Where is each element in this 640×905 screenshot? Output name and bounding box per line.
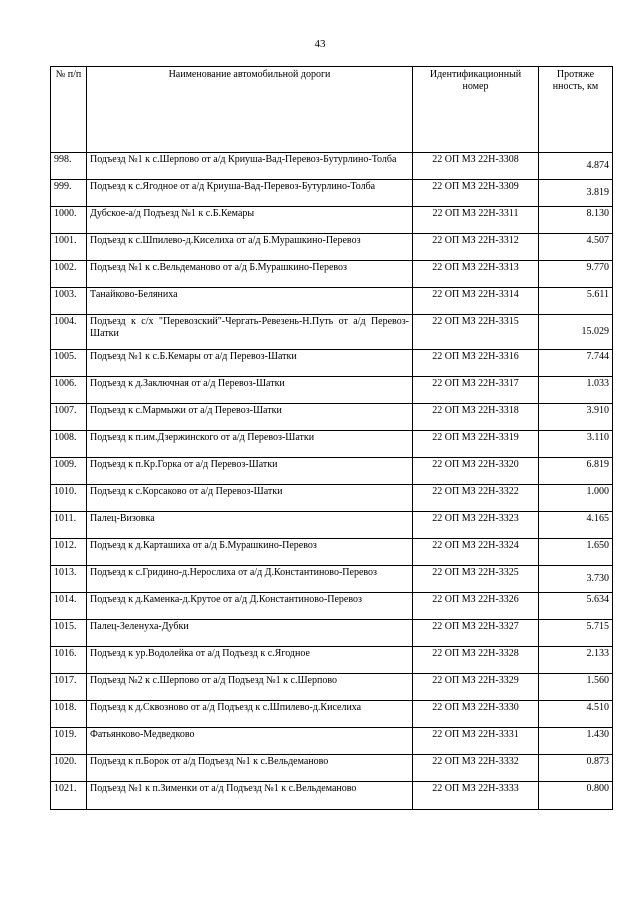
- row-number: 1000.: [51, 207, 87, 234]
- row-number: 1014.: [51, 593, 87, 620]
- road-length: 1.000: [539, 485, 613, 512]
- table-row: [51, 755, 613, 782]
- table-row: [51, 674, 613, 701]
- road-name: Подъезд №1 к п.Зименки от а/д Подъезд №1 к с.Вельдеманово: [87, 782, 413, 810]
- road-name: Подъезд к д.Карташиха от а/д Б.Мурашкино-Перевоз: [87, 539, 413, 566]
- road-length: 5.715: [539, 620, 613, 647]
- row-number: 1005.: [51, 350, 87, 377]
- road-id: 22 ОП МЗ 22Н-3320: [413, 458, 539, 485]
- road-length: 2.133: [539, 647, 613, 674]
- table-row: [51, 180, 613, 207]
- road-id: 22 ОП МЗ 22Н-3325: [413, 566, 539, 593]
- row-number: 1010.: [51, 485, 87, 512]
- row-number: 1006.: [51, 377, 87, 404]
- road-name: Подъезд к с/х "Перевозский"-Чергать-Ревезень-Н.Путь от а/д Перевоз-Шатки: [87, 315, 413, 350]
- road-name: Палец-Визовка: [87, 512, 413, 539]
- road-id: 22 ОП МЗ 22Н-3309: [413, 180, 539, 207]
- row-number: 1008.: [51, 431, 87, 458]
- road-length: 3.910: [539, 404, 613, 431]
- road-length: 1.650: [539, 539, 613, 566]
- road-length: 3.730: [539, 566, 613, 593]
- table-row: [51, 350, 613, 377]
- road-id: 22 ОП МЗ 22Н-3312: [413, 234, 539, 261]
- road-id: 22 ОП МЗ 22Н-3319: [413, 431, 539, 458]
- road-name: Танайково-Беляниха: [87, 288, 413, 315]
- road-name: Подъезд №1 к с.Шерпово от а/д Криуша-Вад-Перевоз-Бутурлино-Толба: [87, 153, 413, 180]
- road-length: 8.130: [539, 207, 613, 234]
- road-id: 22 ОП МЗ 22Н-3313: [413, 261, 539, 288]
- road-name: Дубское-а/д Подъезд №1 к с.Б.Кемары: [87, 207, 413, 234]
- road-id: 22 ОП МЗ 22Н-3316: [413, 350, 539, 377]
- table-row: [51, 620, 613, 647]
- header-id: Идентификационный номер: [413, 67, 539, 153]
- table-row: [51, 431, 613, 458]
- table-row: [51, 782, 613, 810]
- road-id: 22 ОП МЗ 22Н-3328: [413, 647, 539, 674]
- table-row: [51, 261, 613, 288]
- row-number: 1019.: [51, 728, 87, 755]
- road-id: 22 ОП МЗ 22Н-3332: [413, 755, 539, 782]
- road-length: 6.819: [539, 458, 613, 485]
- road-name: Подъезд к д.Заключная от а/д Перевоз-Шатки: [87, 377, 413, 404]
- road-id: 22 ОП МЗ 22Н-3314: [413, 288, 539, 315]
- row-number: 1015.: [51, 620, 87, 647]
- table-row: [51, 315, 613, 350]
- row-number: 1009.: [51, 458, 87, 485]
- header-num: № п/п: [51, 67, 87, 153]
- page-number: 43: [314, 38, 326, 50]
- table-row: [51, 377, 613, 404]
- road-id: 22 ОП МЗ 22Н-3323: [413, 512, 539, 539]
- road-length: 1.430: [539, 728, 613, 755]
- road-name: Подъезд к с.Корсаково от а/д Перевоз-Шатки: [87, 485, 413, 512]
- row-number: 1002.: [51, 261, 87, 288]
- row-number: 1012.: [51, 539, 87, 566]
- row-number: 1020.: [51, 755, 87, 782]
- row-number: 1021.: [51, 782, 87, 810]
- road-name: Подъезд к с.Мармыжи от а/д Перевоз-Шатки: [87, 404, 413, 431]
- road-length: 9.770: [539, 261, 613, 288]
- row-number: 1016.: [51, 647, 87, 674]
- table-row: [51, 458, 613, 485]
- row-number: 998.: [51, 153, 87, 180]
- road-id: 22 ОП МЗ 22Н-3315: [413, 315, 539, 350]
- table-row: [51, 539, 613, 566]
- road-name: Подъезд к ур.Водолейка от а/д Подъезд к с.Ягодное: [87, 647, 413, 674]
- road-name: Подъезд к с.Шпилево-д.Киселиха от а/д Б.Мурашкино-Перевоз: [87, 234, 413, 261]
- road-name: Подъезд №2 к с.Шерпово от а/д Подъезд №1 к с.Шерпово: [87, 674, 413, 701]
- table-row: [51, 485, 613, 512]
- road-length: 4.165: [539, 512, 613, 539]
- road-id: 22 ОП МЗ 22Н-3317: [413, 377, 539, 404]
- road-id: 22 ОП МЗ 22Н-3318: [413, 404, 539, 431]
- road-id: 22 ОП МЗ 22Н-3326: [413, 593, 539, 620]
- table-row: [51, 512, 613, 539]
- road-length: 4.874: [539, 153, 613, 180]
- road-name: Подъезд к п.Борок от а/д Подъезд №1 к с.Вельдеманово: [87, 755, 413, 782]
- road-id: 22 ОП МЗ 22Н-3330: [413, 701, 539, 728]
- header-name: Наименование автомобильной дороги: [87, 67, 413, 153]
- header-length: Протяже нность, км: [539, 67, 613, 153]
- road-name: Фатьянково-Медведково: [87, 728, 413, 755]
- table-row: [51, 153, 613, 180]
- road-id: 22 ОП МЗ 22Н-3333: [413, 782, 539, 810]
- row-number: 1017.: [51, 674, 87, 701]
- road-name: Подъезд к п.Кр.Горка от а/д Перевоз-Шатки: [87, 458, 413, 485]
- road-name: Подъезд к п.им.Дзержинского от а/д Перевоз-Шатки: [87, 431, 413, 458]
- table-body: [51, 153, 613, 810]
- road-name: Подъезд №1 к с.Вельдеманово от а/д Б.Мурашкино-Перевоз: [87, 261, 413, 288]
- road-name: Палец-Зеленуха-Дубки: [87, 620, 413, 647]
- road-name: Подъезд к д.Сквозново от а/д Подъезд к с.Шпилево-д.Киселиха: [87, 701, 413, 728]
- table-row: [51, 288, 613, 315]
- road-id: 22 ОП МЗ 22Н-3331: [413, 728, 539, 755]
- road-length: 4.510: [539, 701, 613, 728]
- road-length: 4.507: [539, 234, 613, 261]
- road-id: 22 ОП МЗ 22Н-3324: [413, 539, 539, 566]
- table-row: [51, 728, 613, 755]
- table-header-row: [51, 67, 613, 153]
- roads-table: [50, 66, 613, 810]
- road-length: 15.029: [539, 315, 613, 350]
- road-length: 7.744: [539, 350, 613, 377]
- table-row: [51, 207, 613, 234]
- table-row: [51, 234, 613, 261]
- road-id: 22 ОП МЗ 22Н-3311: [413, 207, 539, 234]
- road-length: 1.033: [539, 377, 613, 404]
- road-name: Подъезд к с.Ягодное от а/д Криуша-Вад-Перевоз-Бутурлино-Толба: [87, 180, 413, 207]
- road-name: Подъезд к д.Каменка-д.Крутое от а/д Д.Константиново-Перевоз: [87, 593, 413, 620]
- road-length: 5.634: [539, 593, 613, 620]
- road-id: 22 ОП МЗ 22Н-3308: [413, 153, 539, 180]
- road-length: 0.873: [539, 755, 613, 782]
- table-row: [51, 701, 613, 728]
- row-number: 1007.: [51, 404, 87, 431]
- table-row: [51, 593, 613, 620]
- road-name: Подъезд №1 к с.Б.Кемары от а/д Перевоз-Шатки: [87, 350, 413, 377]
- row-number: 999.: [51, 180, 87, 207]
- road-id: 22 ОП МЗ 22Н-3329: [413, 674, 539, 701]
- road-id: 22 ОП МЗ 22Н-3322: [413, 485, 539, 512]
- row-number: 1004.: [51, 315, 87, 350]
- road-length: 1.560: [539, 674, 613, 701]
- table-row: [51, 566, 613, 593]
- row-number: 1013.: [51, 566, 87, 593]
- row-number: 1018.: [51, 701, 87, 728]
- road-length: 0.800: [539, 782, 613, 810]
- road-length: 3.819: [539, 180, 613, 207]
- row-number: 1011.: [51, 512, 87, 539]
- row-number: 1003.: [51, 288, 87, 315]
- road-name: Подъезд к с.Гридино-д.Нерослиха от а/д Д.Константиново-Перевоз: [87, 566, 413, 593]
- road-length: 5.611: [539, 288, 613, 315]
- table-row: [51, 404, 613, 431]
- table-row: [51, 647, 613, 674]
- row-number: 1001.: [51, 234, 87, 261]
- road-id: 22 ОП МЗ 22Н-3327: [413, 620, 539, 647]
- road-length: 3.110: [539, 431, 613, 458]
